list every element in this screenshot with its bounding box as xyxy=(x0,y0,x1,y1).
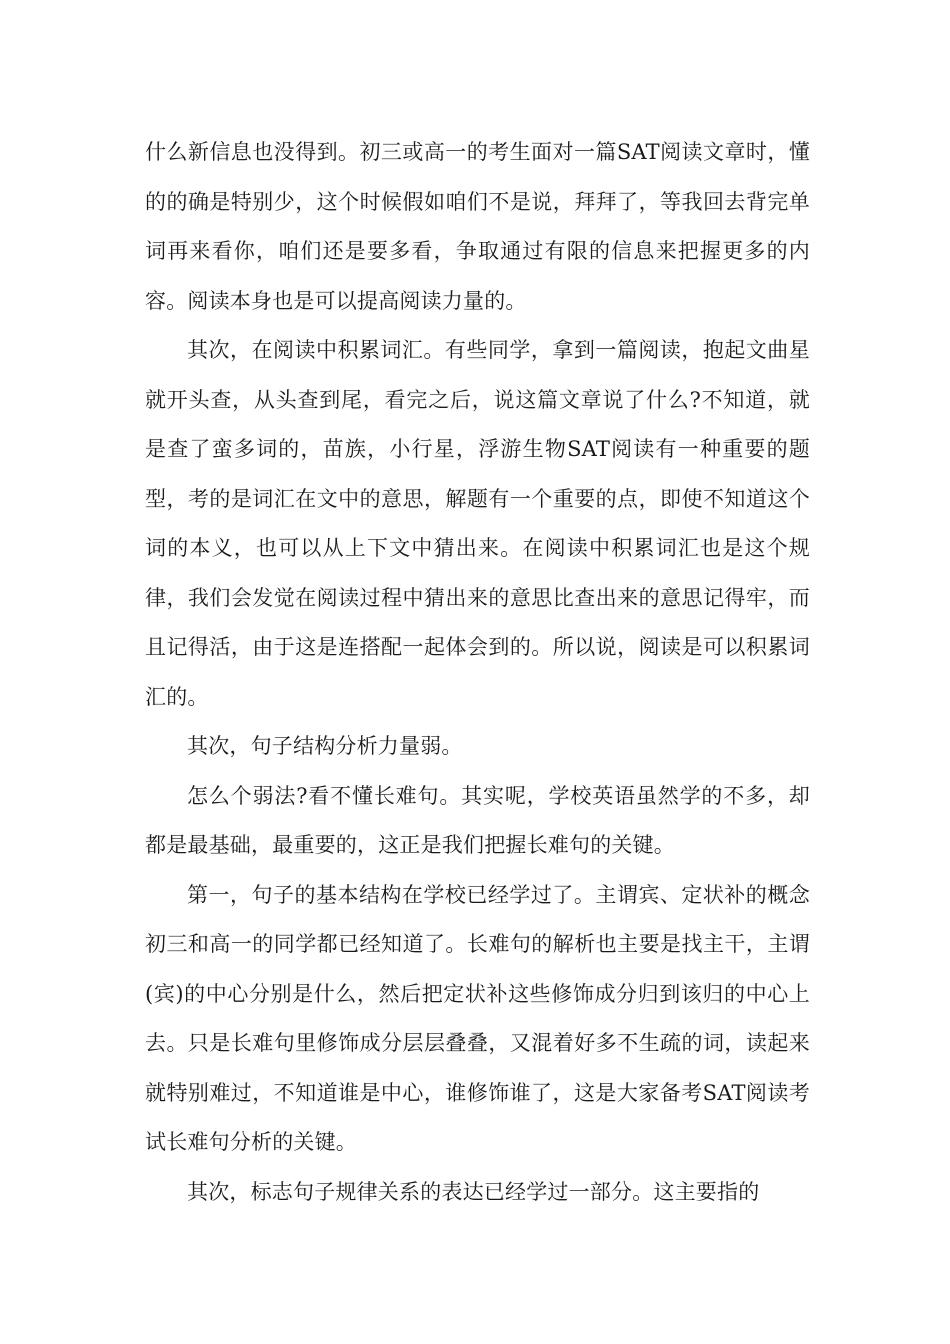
paragraph-5: 第一，句子的基本结构在学校已经学过了。主谓宾、定状补的概念初三和高一的同学都已经知道了。长难句的解析也主要是找主干，主谓(宾)的中心分别是什么，然后把定状补这些修饰成分归到该归的中心上去。只是长难句里修饰成分层层叠叠，又混着好多不生疏的词，读起来就特别难过，不知道谁是中心，谁修饰谁了，这是大家备考SAT阅读考试长难句分析的关键。 xyxy=(145,882,810,1154)
paragraph-1: 什么新信息也没得到。初三或高一的考生面对一篇SAT阅读文章时，懂的的确是特别少，这个时候假如咱们不是说，拜拜了，等我回去背完单词再来看你，咱们还是要多看，争取通过有限的信息来把握更多的内容。阅读本身也是可以提高阅读力量的。 xyxy=(145,140,810,313)
paragraph-6: 其次，标志句子规律关系的表达已经学过一部分。这主要指的 xyxy=(187,1179,760,1204)
document-page xyxy=(145,128,810,1217)
paragraph-4: 怎么个弱法?看不懂长难句。其实呢，学校英语虽然学的不多，却都是最基础，最重要的，这正是我们把握长难句的关键。 xyxy=(145,783,810,857)
paragraph-2: 其次，在阅读中积累词汇。有些同学，拿到一篇阅读，抱起文曲星就开头查，从头查到尾，看完之后，说这篇文章说了什么?不知道，就是查了蛮多词的，苗族，小行星，浮游生物SAT阅读有一种重要的题型，考的是词汇在文中的意思，解题有一个重要的点，即使不知道这个词的本义，也可以从上下文中猜出来。在阅读中积累词汇也是这个规律，我们会发觉在阅读过程中猜出来的意思比查出来的意思记得牢，而且记得活，由于这是连搭配一起体会到的。所以说，阅读是可以积累词汇的。 xyxy=(145,338,810,709)
paragraph-3: 其次，句子结构分析力量弱。 xyxy=(187,734,463,758)
